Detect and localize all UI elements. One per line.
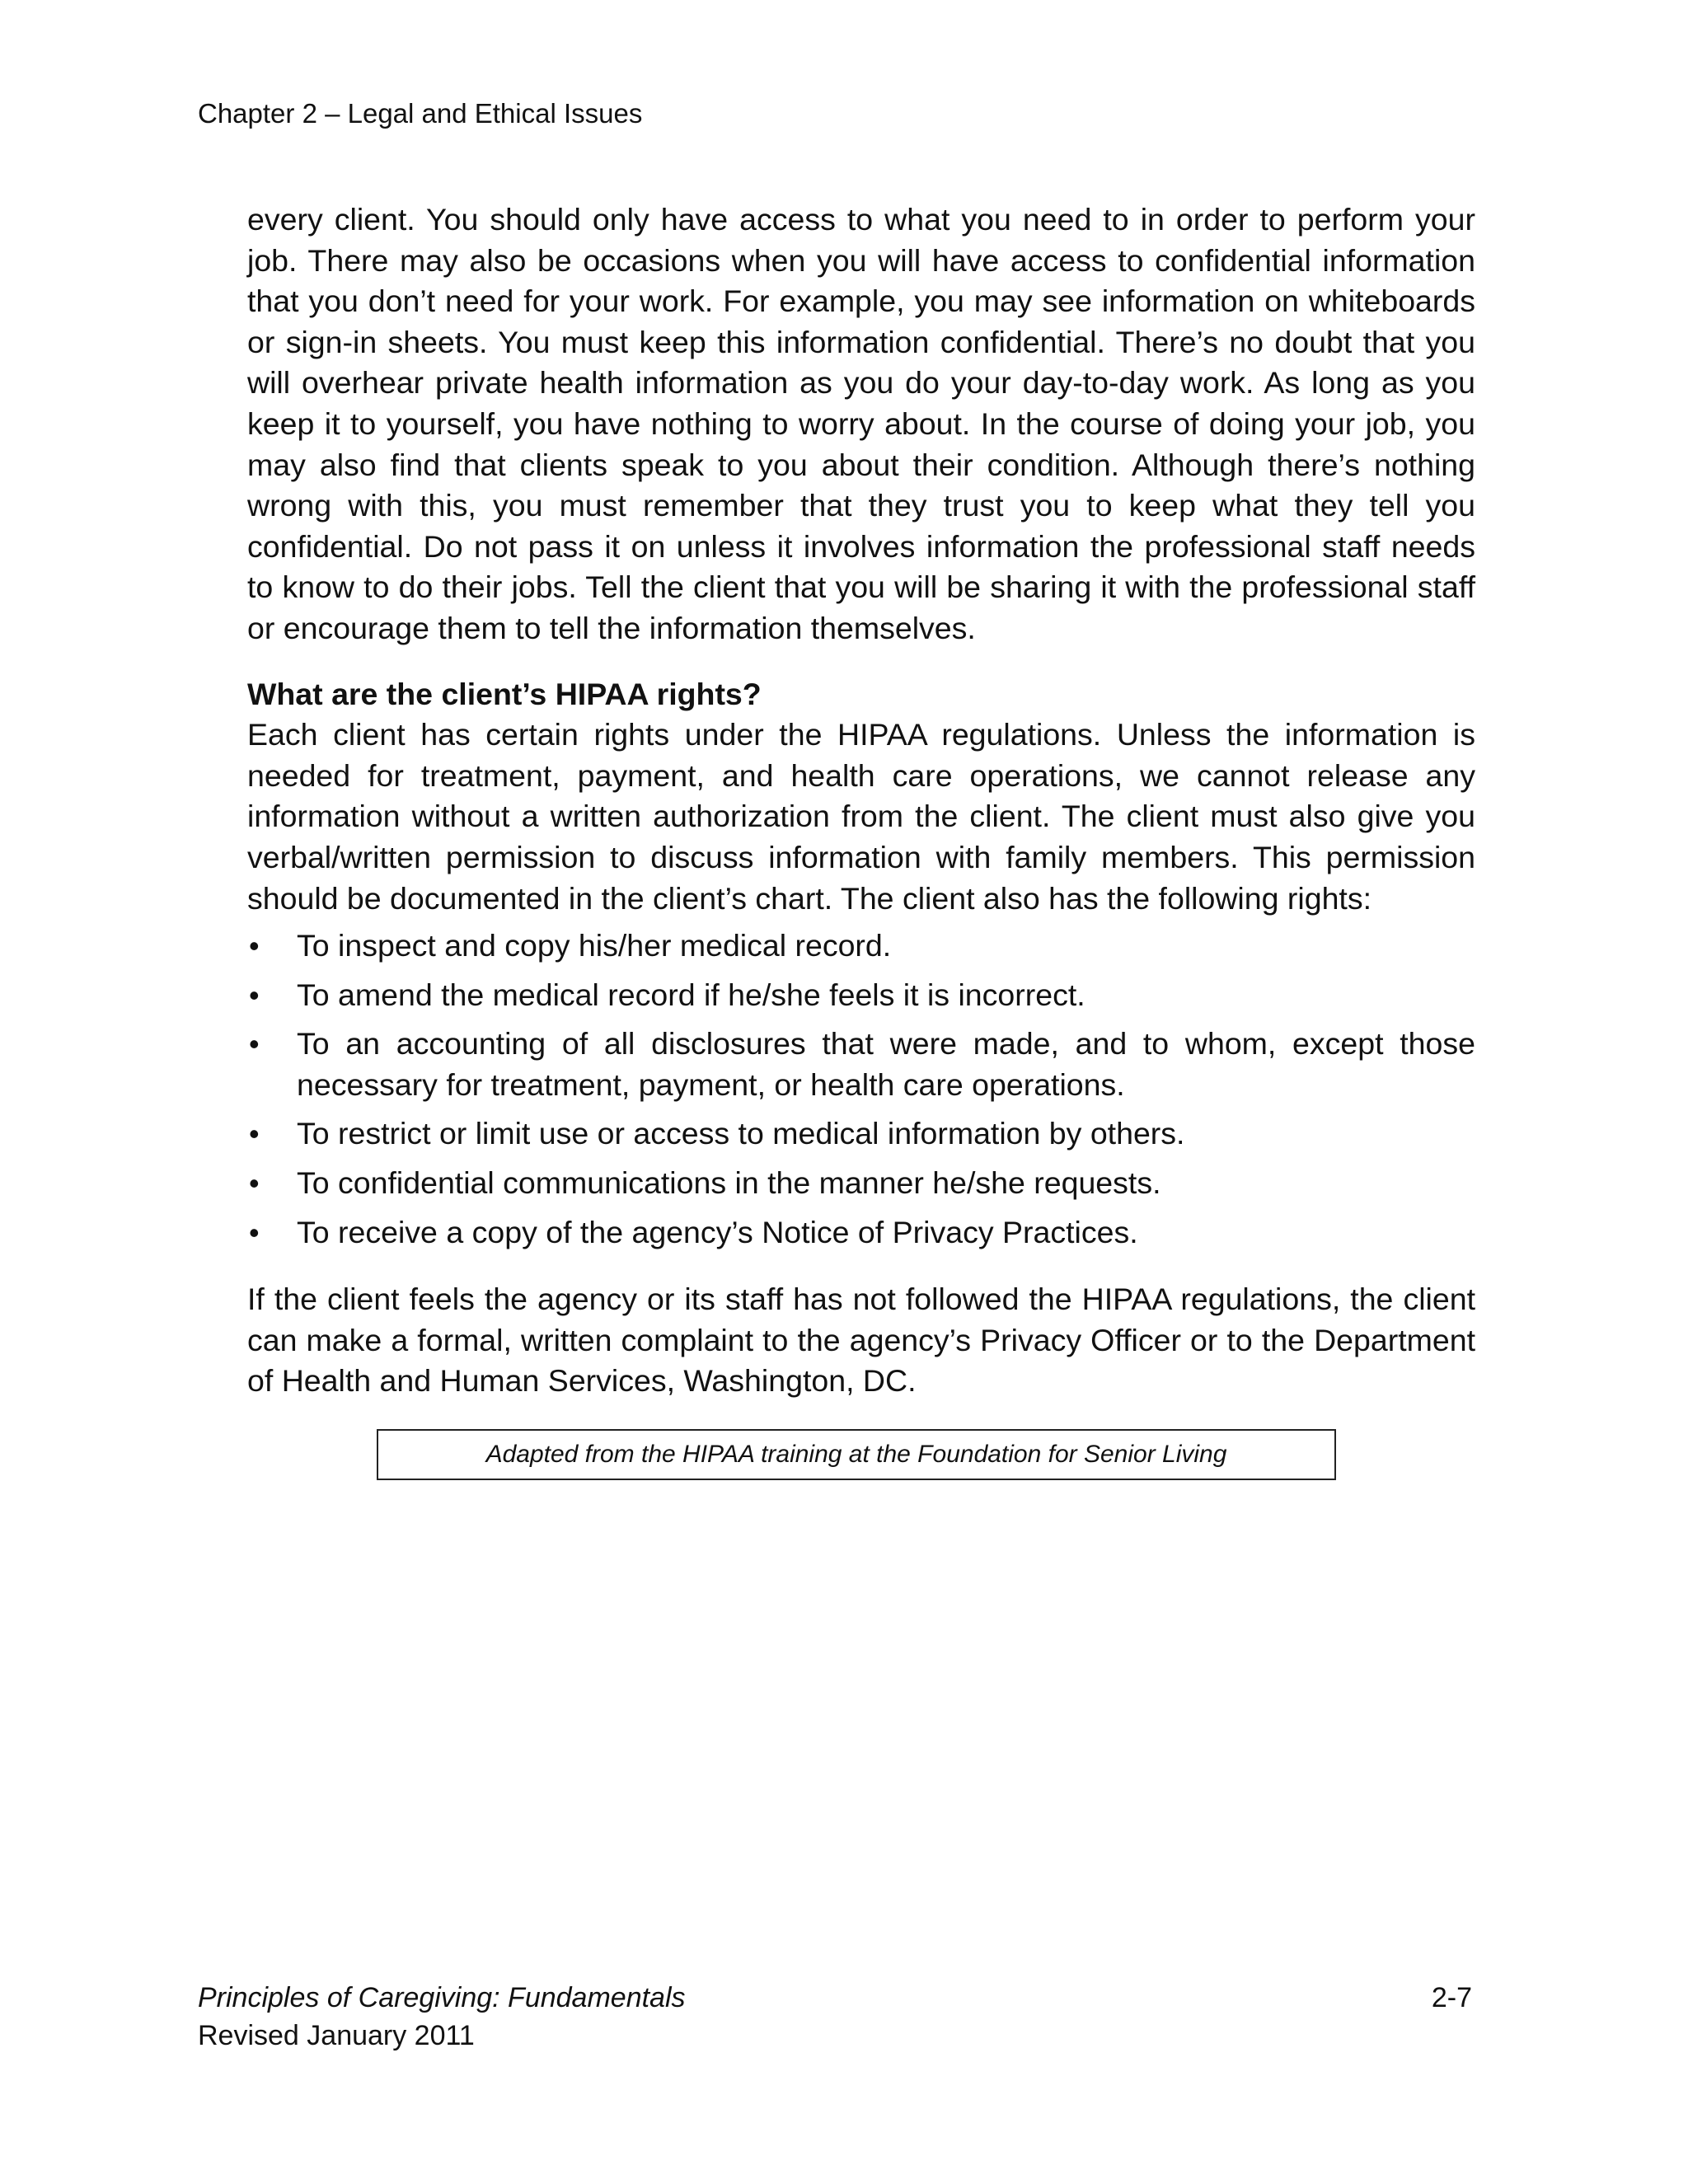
rights-item-text: To confidential communications in the manner he/she requests. (297, 1165, 1161, 1201)
rights-item-text: To restrict or limit use or access to medical information by others. (297, 1116, 1185, 1151)
main-content (247, 199, 1475, 1402)
rights-list-item (247, 1163, 1475, 1204)
section-paragraph: Each client has certain rights under the HIPAA regulations. Unless the information is needed for treatment, payment, and health care operations, we cannot release any information without a written authorization from the client. The client must also give you verbal/written permission to discuss information with family members. This permission should be documented in the client’s chart. The client also has the following rights: (247, 717, 1475, 916)
page-header: Chapter 2 – Legal and Ethical Issues (198, 98, 643, 129)
rights-list (247, 926, 1475, 1253)
rights-list-item (247, 926, 1475, 967)
bullet-icon: • (249, 977, 260, 1012)
rights-item-text: To inspect and copy his/her medical record. (297, 928, 892, 963)
source-note-box (377, 1429, 1336, 1480)
intro-paragraph: every client. You should only have access to what you need to in order to perform your job. There may also be occasions when you will have access to confidential information that you don’t need for your work. For example, you may see information on whiteboards or sign-in sheets. You must keep this information confidential. There’s no doubt that you will overhear private health information as you do your day-to-day work. As long as you keep it to yourself, you have nothing to worry about. In the course of doing your job, you may also find that clients speak to you about their condition. Although there’s nothing wrong with this, you must remember that they trust you to keep what they tell you confidential. Do not pass it on unless it involves information the professional staff needs to know to do their jobs. Tell the client that you will be sharing it with the professional staff or encourage them to tell the information themselves. (247, 202, 1475, 645)
rights-item-text: To receive a copy of the agency’s Notice of Privacy Practices. (297, 1214, 1138, 1249)
bullet-icon: • (249, 929, 260, 963)
rights-list-item (247, 975, 1475, 1016)
source-note: Adapted from the HIPAA training at the Foundation for Senior Living (485, 1441, 1227, 1468)
closing-paragraph: If the client feels the agency or its staff has not followed the HIPAA regulations, the client can make a formal, written complaint to the agency’s Privacy Officer or to the Department of Health and Human Services, Washington, DC. (247, 1282, 1475, 1399)
footer-page-number: 2-7 (1431, 1982, 1472, 2013)
rights-list-item (247, 1024, 1475, 1105)
rights-item-text: To an accounting of all disclosures that were made, and to whom, except those necessary for treatment, payment, or health care operations. (297, 1026, 1475, 1102)
footer-book-title: Principles of Caregiving: Fundamentals (198, 1982, 686, 2013)
rights-list-item (247, 1212, 1475, 1254)
rights-item-text: To amend the medical record if he/she feels it is incorrect. (297, 977, 1085, 1012)
footer-revision: Revised January 2011 (198, 2020, 475, 2051)
bullet-icon: • (249, 1215, 260, 1249)
section-heading: What are the client’s HIPAA rights? (247, 676, 762, 711)
bullet-icon: • (249, 1117, 260, 1151)
rights-list-item (247, 1113, 1475, 1155)
bullet-icon: • (249, 1027, 260, 1062)
bullet-icon: • (249, 1166, 260, 1201)
